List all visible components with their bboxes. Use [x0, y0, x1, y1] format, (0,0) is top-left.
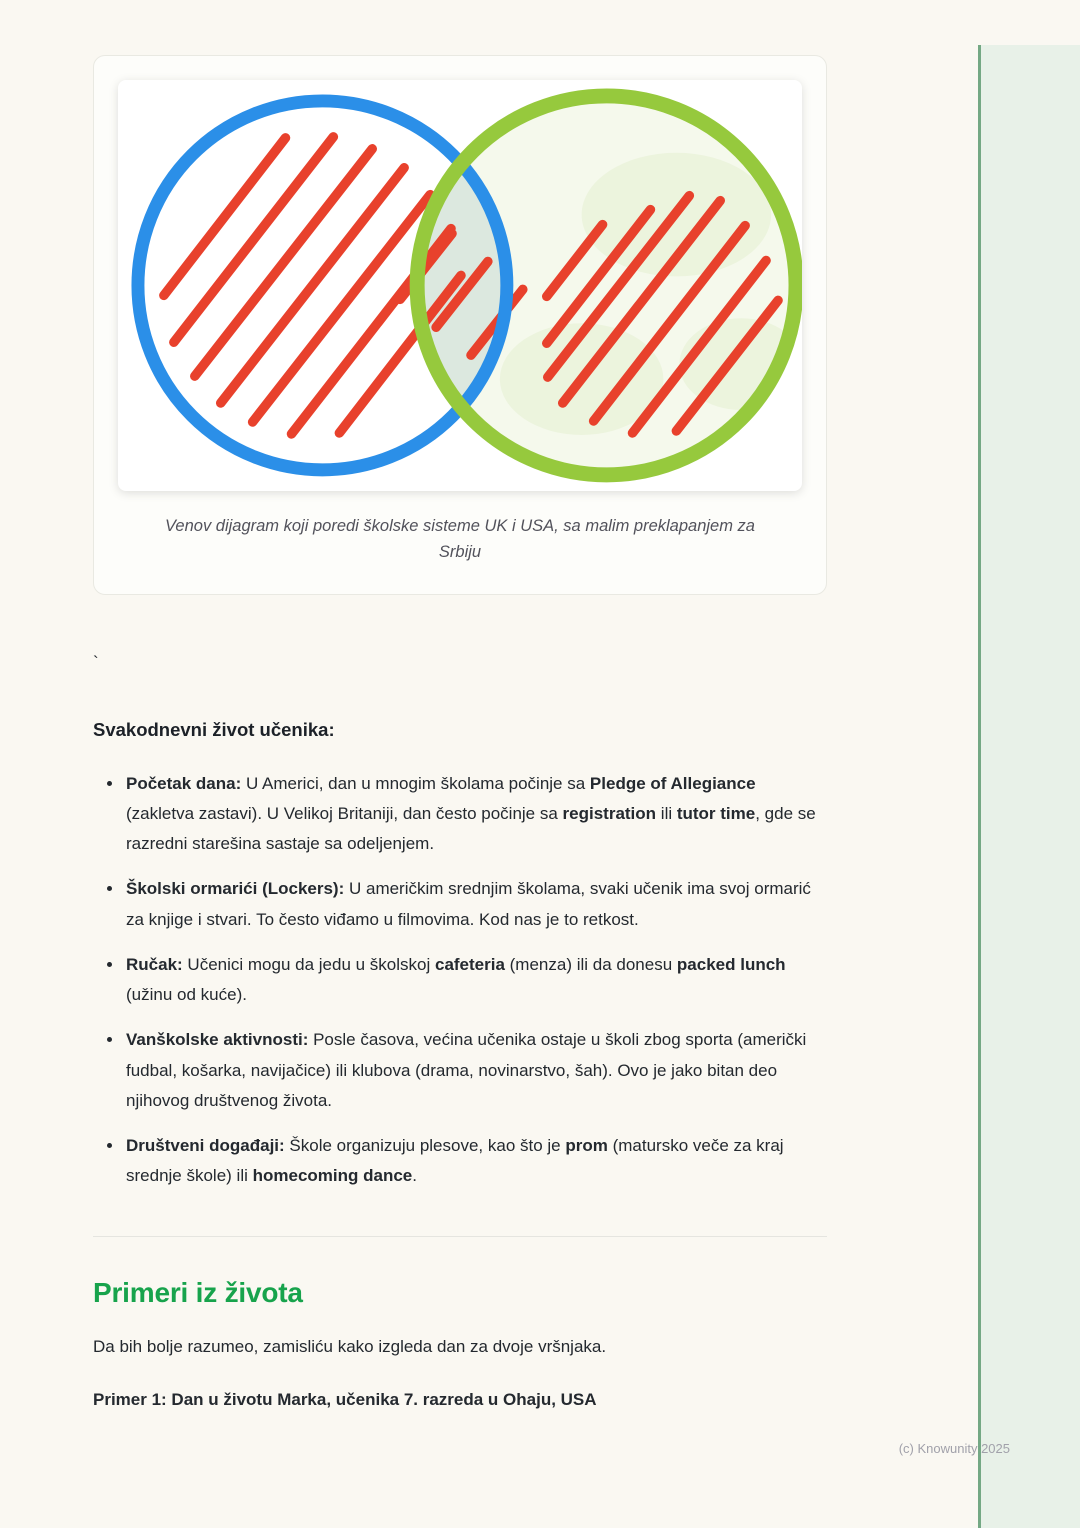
bullet-lunch: • Ručak: Učenici mogu da jedu u školskoj cafeteria (menza) ili da donesu packed lunch (užinu od kuće). — [124, 950, 827, 1011]
student-life-list — [93, 769, 827, 1192]
bullet-extracurricular: • Vanškolske aktivnosti: Posle časova, većina učenika ostaje u školi zbog sporta (američki fudbal, košarka, navijačice) ili klubova (drama, novinarstvo, šah). Ovo je jako bitan deo njihovog društvenog života. — [124, 1025, 827, 1116]
section-heading: Svakodnevni život učenika: — [93, 718, 335, 740]
section-divider — [93, 1236, 827, 1237]
examples-heading: Primeri iz života — [93, 1276, 303, 1308]
venn-figure-card — [93, 55, 827, 595]
examples-intro: Da bih bolje razumeo, zamisliću kako izgleda dan za dvoje vršnjaka. — [93, 1336, 607, 1356]
bullet-start-of-day: • Početak dana: U Americi, dan u mnogim školama počinje sa Pledge of Allegiance (zakletva zastavi). U Velikoj Britaniji, dan često počinje sa registration ili tutor time, gde se razredni starešina sastaje sa odeljenjem. — [124, 769, 827, 860]
bullet-lockers: • Školski ormarići (Lockers): U američkim srednjim školama, svaki učenik ima svoj ormarić za knjige i stvari. To često viđamo u filmovima. Kod nas je to retkost. — [124, 874, 827, 935]
figure-caption: Venov dijagram koji poredi školske sisteme UK i USA, sa malim preklapanjem za Srbiju — [165, 516, 755, 562]
document-content — [93, 55, 827, 1410]
stray-backtick: ` — [93, 652, 99, 672]
venn-diagram-image — [118, 80, 802, 491]
venn-diagram — [118, 80, 802, 491]
page-edge-strip — [978, 45, 1080, 1528]
example1-title: Primer 1: Dan u životu Marka, učenika 7. razreda u Ohaju, USA — [93, 1389, 597, 1409]
bullet-social-events: • Društveni događaji: Škole organizuju plesove, kao što je prom (matursko veče za kraj srednje škole) ili homecoming dance. — [124, 1131, 827, 1192]
watermark: (c) Knowunity 2025 — [898, 1441, 1010, 1456]
